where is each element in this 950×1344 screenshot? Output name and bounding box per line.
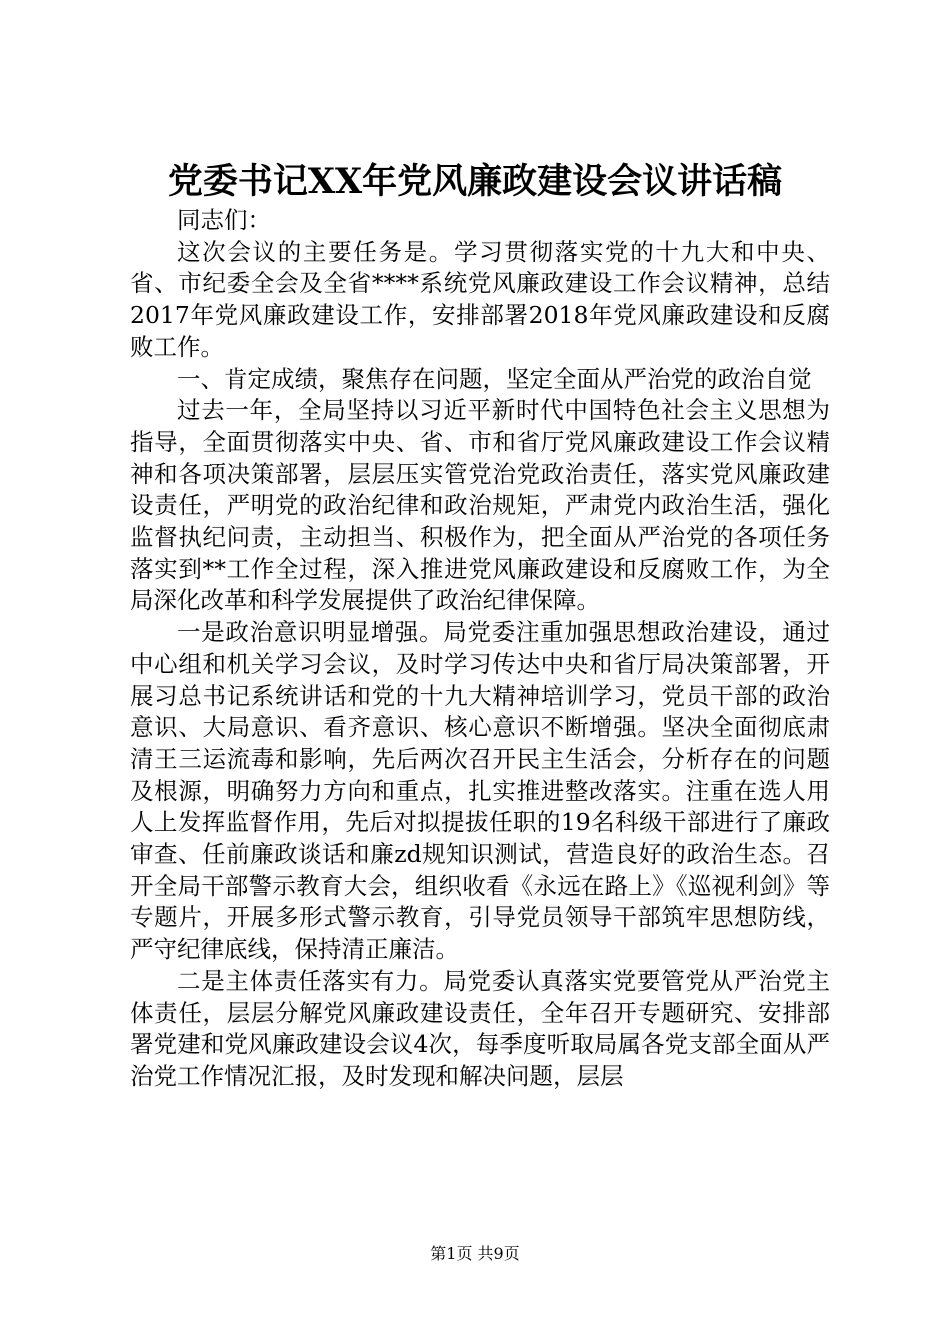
paragraph-political-awareness: 一是政治意识明显增强。局党委注重加强思想政治建设，通过中心组和机关学习会议，及时学习传达中央和省厅局决策部署，开展习总书记系统讲话和党的十九大精神培训学习，党员干部的政治意识、大局意识、看齐意识、核心意识不断增强。坚决全面彻底肃清王三运流毒和影响，先后两次召开民主生活会，分析存在的问题及根源，明确努力方向和重点，扎实推进整改落实。注重在选人用人上发挥监督作用，先后对拟提拔任职的19名科级干部进行了廉政审查、任前廉政谈话和廉zd规知识测试，营造良好的政治生态。召开全局干部警示教育大会，组织收看《永远在路上》《巡视利剑》等专题片，开展多形式警示教育，引导党员领导干部筑牢思想防线，严守纪律底线，保持清正廉洁。 xyxy=(130,618,830,964)
paragraph-main-task: 这次会议的主要任务是。学习贯彻落实党的十九大和中央、省、市纪委全会及全省****系统党风廉政建设工作会议精神，总结2017年党风廉政建设工作，安排部署2018年党风廉政建设和反腐败工作。 xyxy=(130,237,830,361)
document-body xyxy=(130,205,830,1093)
page-footer: 第1页 共9页 xyxy=(430,1244,520,1263)
paragraph-main-responsibility: 二是主体责任落实有力。局党委认真落实党要管党从严治党主体责任，层层分解党风廉政建设责任，全年召开专题研究、安排部署党建和党风廉政建设会议4次，每季度听取局属各党支部全面从严治党工作情况汇报，及时发现和解决问题，层层 xyxy=(130,966,830,1090)
document-title: 党委书记XX年党风廉政建设会议讲话稿 xyxy=(167,161,783,202)
paragraph-past-year: 过去一年，全局坚持以习近平新时代中国特色社会主义思想为指导，全面贯彻落实中央、省、市和省厅党风廉政建设工作会议精神和各项决策部署，层层压实管党治党政治责任，落实党风廉政建设责任，严明党的政治纪律和政治规矩，严肃党内政治生活，强化监督执纪问责，主动担当、积极作为，把全面从严治党的各项任务落实到**工作全过程，深入推进党风廉政建设和反腐败工作，为全局深化改革和科学发展提供了政治纪律保障。 xyxy=(130,396,830,615)
paragraph-section-heading: 一、肯定成绩，聚焦存在问题，坚定全面从严治党的政治自觉 xyxy=(177,364,812,393)
paragraph-salutation: 同志们： xyxy=(177,206,271,234)
